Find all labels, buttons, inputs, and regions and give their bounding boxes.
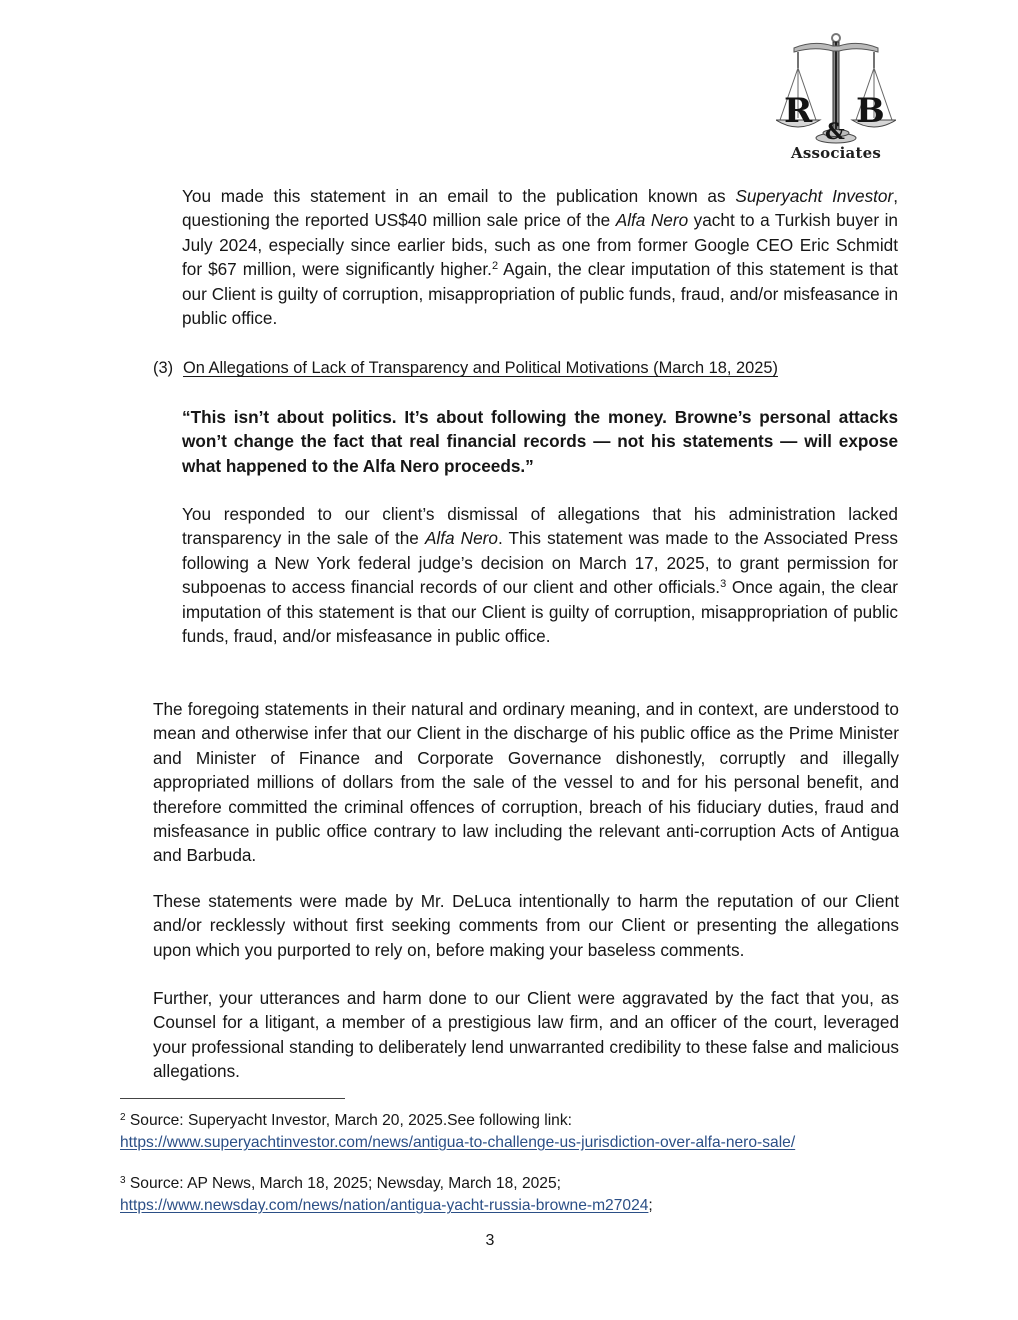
section-heading-3 — [153, 357, 778, 379]
aggravation-paragraph: Further, your utterances and harm done to our Client were aggravated by the fact that you, as Counsel for a litigant, a member of a prestigious law firm, and an officer of the court, leveraged your professional standing to deliberately lend unwarranted credibility to these false and malicious allegations. — [153, 988, 899, 1082]
section-number: (3) — [153, 359, 174, 377]
footnote-ref-3[interactable]: 3 — [720, 578, 727, 591]
publication-name: Superyacht Investor — [735, 186, 894, 206]
footnote-mark: 3 — [120, 1175, 126, 1186]
yacht-name: Alfa Nero — [424, 528, 498, 549]
statement-context-paragraph-2: You made this statement in an email to the publication known as Superyacht Investor, questioning the reported US$40 million sale price of the Alfa Nero yacht to a Turkish buyer in July 2024, especially since earlier bids, such as one from former Google CEO Eric Schmidt for $67 million, were significantly higher.$^2$ Again, the clear imputation of this statement is that our Client is guilty of corruption, misappropriation of public funds, fraud, and/or misfeasance in public office. — [182, 186, 899, 329]
svg-text:R: R — [784, 91, 813, 131]
svg-text:&: & — [825, 119, 845, 145]
footnote-3: $^3$ Source: AP News, March 18, 2025; Newsday, March 18, 2025; https://www.newsday.com/news/nation/antigua-yacht-russia-browne-m27024; — [120, 1175, 653, 1214]
meaning-paragraph: The foregoing statements in their natural and ordinary meaning, and in context, are understood to mean and otherwise infer that our Client in the discharge of his public office as the Prime Minister and Minister of Finance and Corporate Governance dishonestly, corruptly and illegally appropriated millions of dollars from the sale of the vessel to and for his personal benefit, and therefore committed the criminal offences of corruption, breach of his fiduciary duties, fraud and misfeasance in public office contrary to law including the relevant anti-corruption Acts of Antigua and Barbuda. — [153, 699, 899, 866]
footnote-2: $^2$ Source: Superyacht Investor, March 20, 2025.See following link: https://www.superyachtinvestor.com/news/antigua-to-challenge-us-jurisdiction-over-alfa-nero-sale/ — [120, 1112, 796, 1151]
footnote-link-newsday[interactable]: https://www.newsday.com/news/nation/antigua-yacht-russia-browne-m27024 — [120, 1197, 649, 1214]
page-number: 3 — [485, 1232, 495, 1249]
footnote-mark: 2 — [120, 1112, 126, 1123]
statement-context-paragraph-3: You responded to our client’s dismissal of allegations that his administration lacked transparency in the sale of the Alfa Nero. This statement was made to the Associated Press following a New York federal judge’s decision on March 17, 2025, to grant permission for subpoenas to access financial records of our client and other officials.$^3$ Once again, the clear imputation of this statement is that our Client is guilty of corruption, misappropriation of public funds, fraud, and/or misfeasance in public office. — [182, 504, 898, 647]
scales-of-justice-icon — [776, 2, 896, 147]
svg-text:B: B — [856, 91, 885, 131]
yacht-name: Alfa Nero — [615, 210, 689, 231]
footnote-divider — [120, 1098, 345, 1099]
intent-paragraph: These statements were made by Mr. DeLuca intentionally to harm the reputation of our Client and/or recklessly without first seeking comments from our Client or presenting the allegations upon which you purported to rely on, before making your baseless comments. — [153, 891, 899, 960]
firm-logo — [776, 2, 896, 167]
section-title: On Allegations of Lack of Transparency and Political Motivations (March 18, 2025) — [183, 359, 778, 377]
footnote-ref-2[interactable]: 2 — [491, 260, 499, 273]
footnote-link-superyacht[interactable]: https://www.superyachtinvestor.com/news/antigua-to-challenge-us-jurisdiction-over-alfa-nero-sale/ — [120, 1134, 796, 1151]
quoted-statement: “This isn’t about politics. It’s about following the money. Browne’s personal attacks won’t change the fact that real financial records — not his statements — will expose what happened to the Alfa Nero proceeds.” — [182, 407, 898, 476]
logo-caption: Associates — [790, 144, 881, 162]
